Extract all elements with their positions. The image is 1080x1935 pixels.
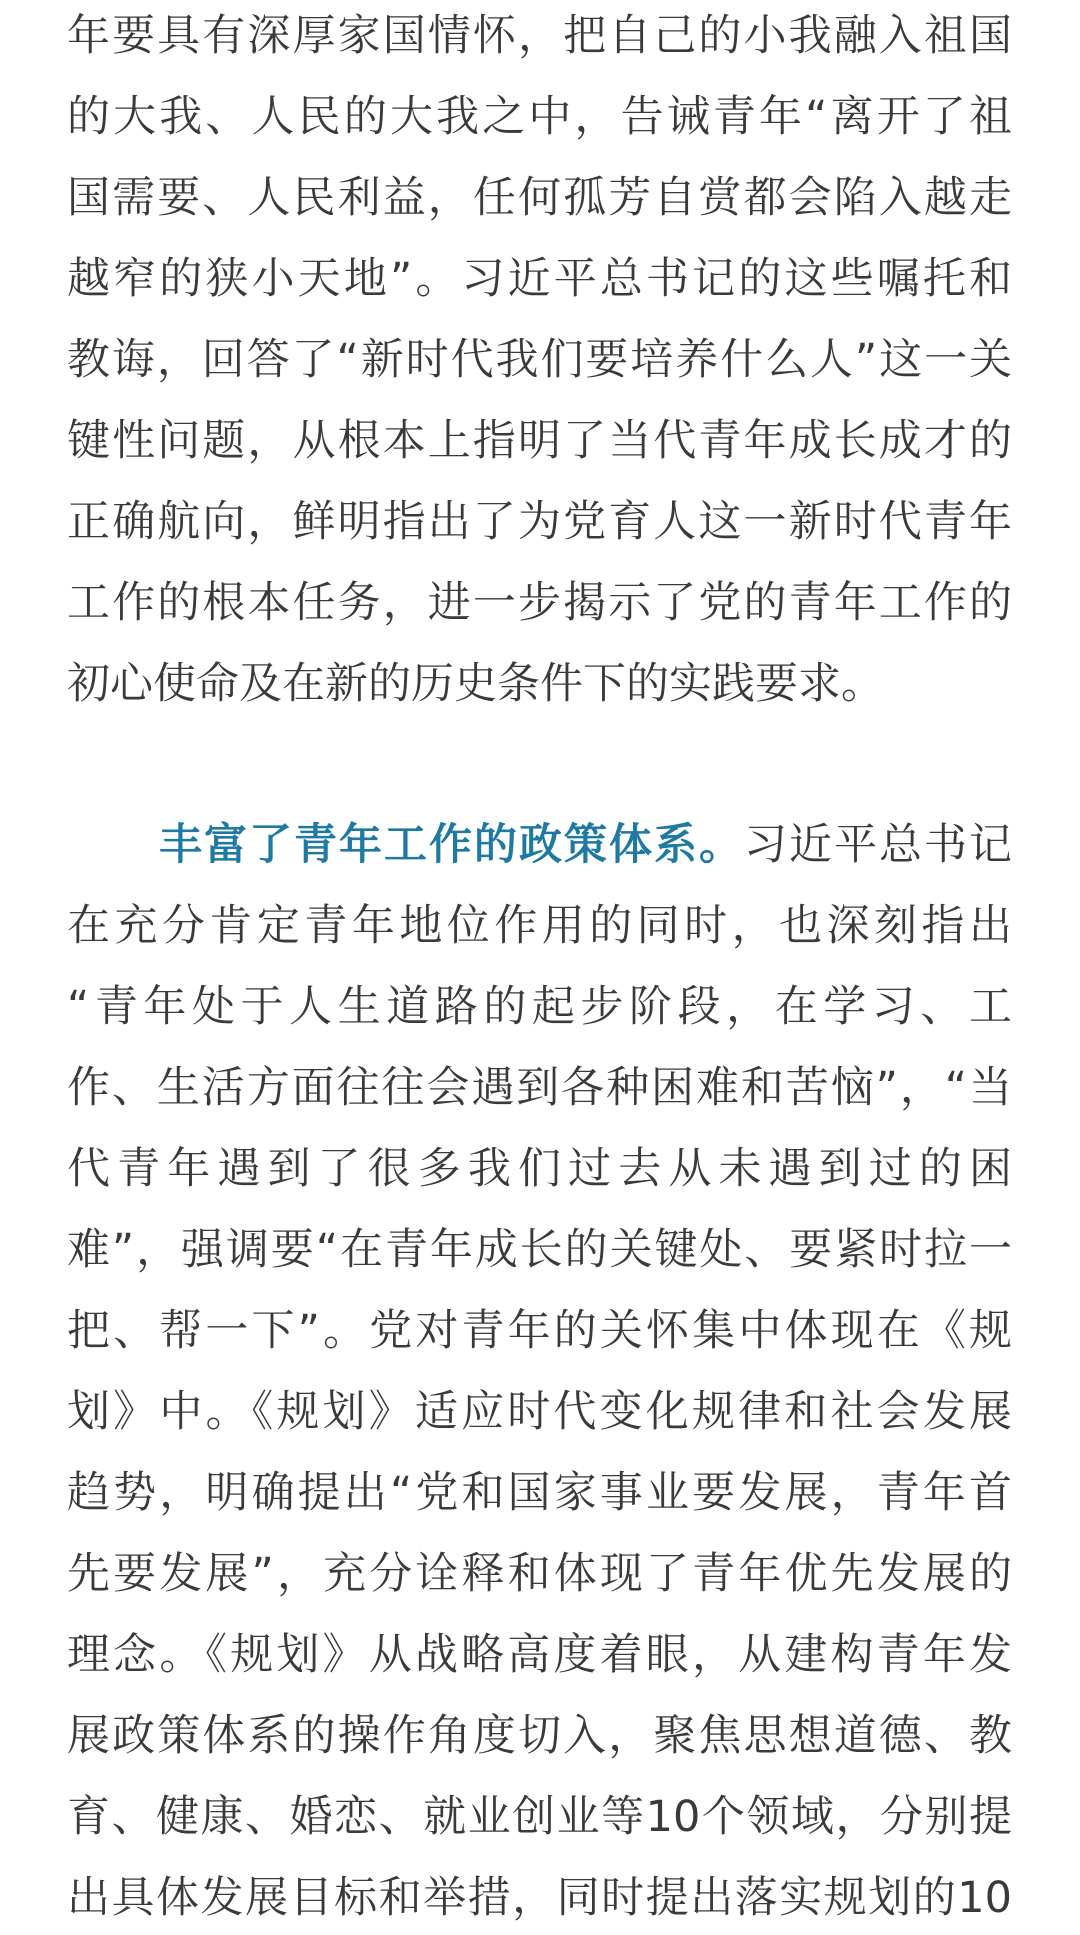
text-line: 在充分肯定青年地位作用的同时，也深刻指出 <box>67 901 1012 951</box>
text-line: 代青年遇到了很多我们过去从未遇到过的困 <box>67 1144 1012 1194</box>
text-line: 难”，强调要“在青年成长的关键处、要紧时拉一 <box>67 1225 1012 1275</box>
text-run: 习近平总书记 <box>744 820 1012 870</box>
text-line: 初心使命及在新的历史条件下的实践要求。 <box>67 659 884 709</box>
paragraph-first-line <box>67 805 1012 886</box>
text-line: 育、健康、婚恋、就业创业等10个领域，分别提 <box>67 1792 1012 1842</box>
text-line: 年要具有深厚家国情怀，把自己的小我融入祖国 <box>67 11 1012 61</box>
text-line: 教诲，回答了“新时代我们要培养什么人”这一关 <box>67 335 1012 385</box>
text-line: 作、生活方面往往会遇到各种困难和苦恼”，“当 <box>67 1063 1012 1113</box>
section-heading: 丰富了青年工作的政策体系。 <box>159 820 744 870</box>
text-line: 划》中。《规划》适应时代变化规律和社会发展 <box>67 1387 1012 1437</box>
text-line: “青年处于人生道路的起步阶段，在学习、工 <box>67 982 1012 1032</box>
text-line: 工作的根本任务，进一步揭示了党的青年工作的 <box>67 578 1012 628</box>
text-line: 理念。《规划》从战略高度着眼，从建构青年发 <box>67 1630 1012 1680</box>
text-line: 键性问题，从根本上指明了当代青年成长成才的 <box>67 416 1012 466</box>
text-line: 把、帮一下”。党对青年的关怀集中体现在《规 <box>67 1306 1012 1356</box>
text-line: 越窄的狭小天地”。习近平总书记的这些嘱托和 <box>67 254 1012 304</box>
paragraph-1 <box>67 0 1012 725</box>
text-line: 正确航向，鲜明指出了为党育人这一新时代青年 <box>67 497 1012 547</box>
text-line: 先要发展”，充分诠释和体现了青年优先发展的 <box>67 1549 1012 1599</box>
text-line: 国需要、人民利益，任何孤芳自赏都会陷入越走 <box>67 173 1012 223</box>
paragraph-2 <box>67 805 1012 1935</box>
text-line: 的大我、人民的大我之中，告诫青年“离开了祖 <box>67 92 1012 142</box>
text-line: 展政策体系的操作角度切入，聚焦思想道德、教 <box>67 1711 1012 1761</box>
text-line: 趋势，明确提出“党和国家事业要发展，青年首 <box>67 1468 1012 1518</box>
text-line: 出具体发展目标和举措，同时提出落实规划的10 <box>67 1873 1012 1923</box>
